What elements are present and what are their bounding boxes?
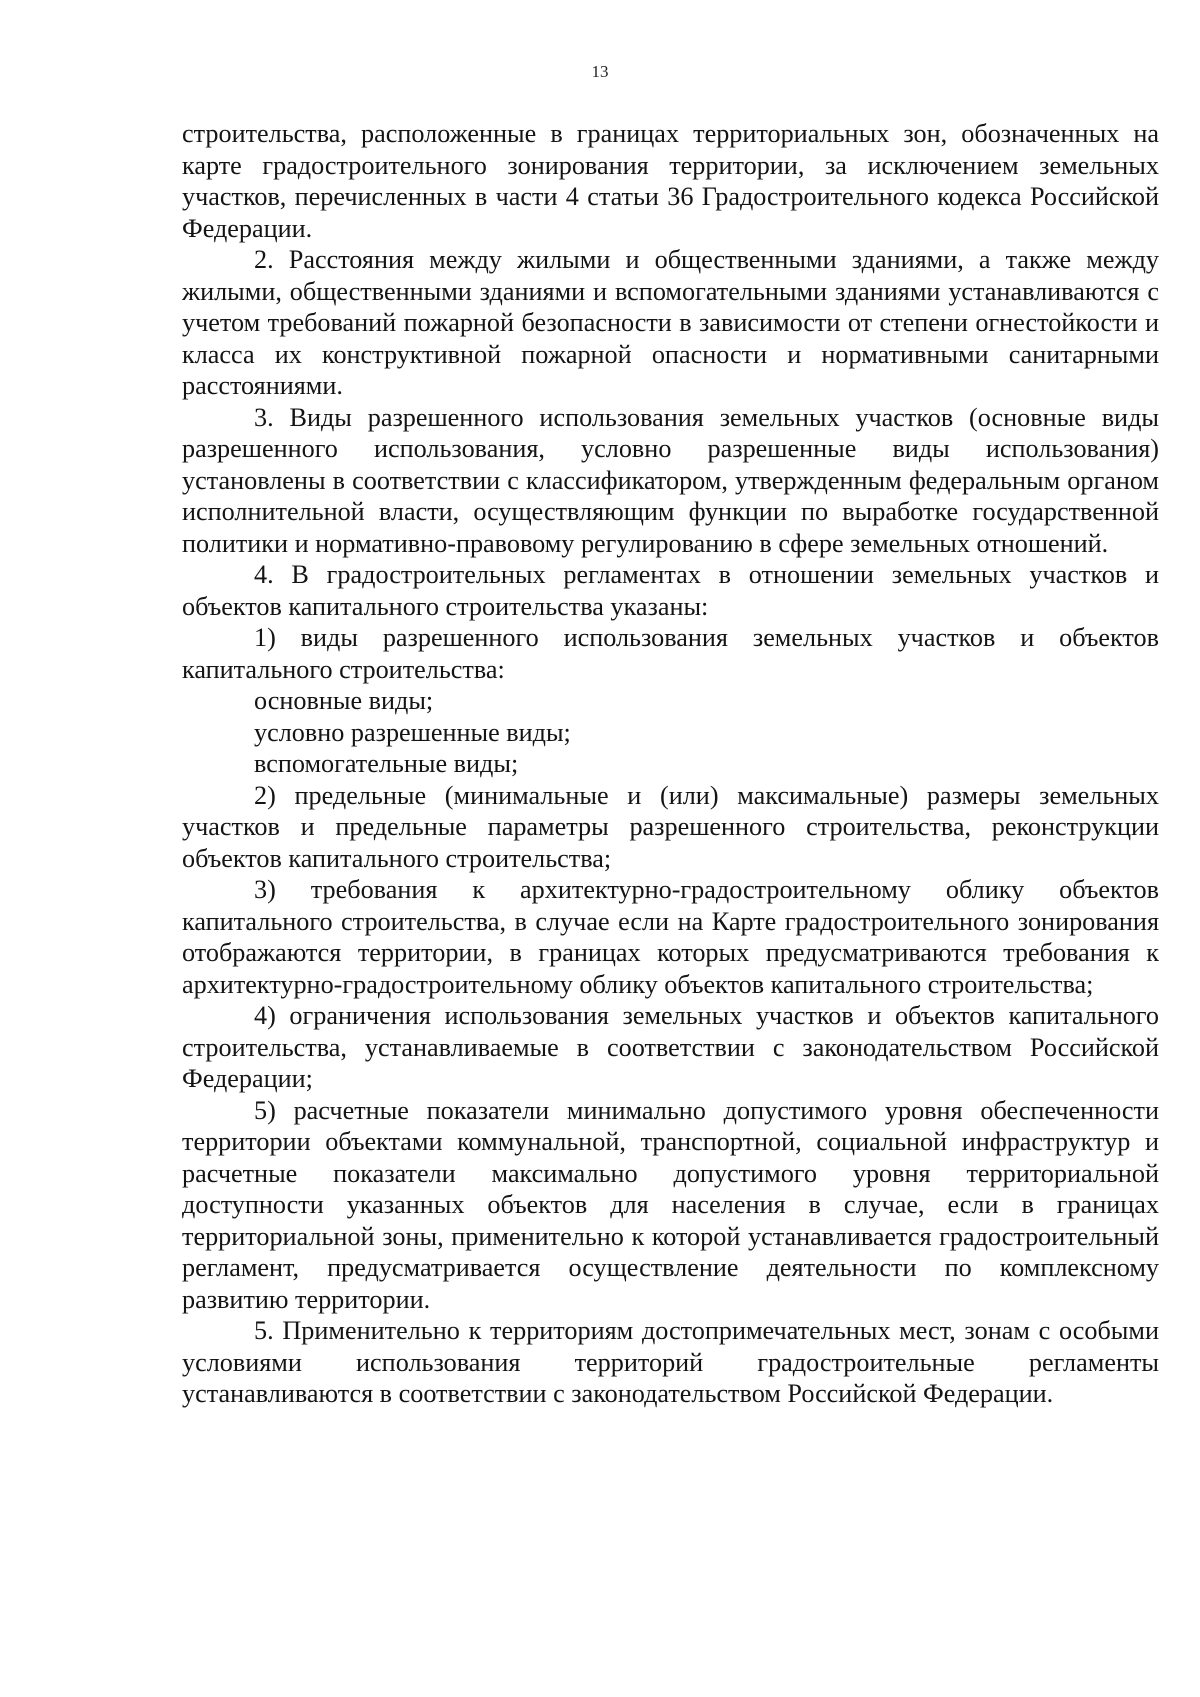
list-item-main-types: основные виды; bbox=[254, 686, 434, 715]
paragraph-item-5: 5. Применительно к территориям достопримечательных мест, зонам с особыми условиями использования территорий градостроительные регламенты устанавливаются в соответствии с законодательством Российской Федерации. bbox=[182, 1316, 1159, 1408]
paragraph-item-4-3: 3) требования к архитектурно-градостроительному облику объектов капитального строительства, в случае если на Карте градостроительного зонирования отображаются территории, в границах которых предусматриваются требования к архитектурно-градостроительному облику объектов капитального строительства; bbox=[182, 875, 1159, 999]
paragraph-item-4-4: 4) ограничения использования земельных участков и объектов капитального строительства, устанавливаемые в соответствии с законодательством Российской Федерации; bbox=[182, 1001, 1159, 1093]
page-number: 13 bbox=[591, 62, 609, 81]
paragraph-item-4: 4. В градостроительных регламентах в отношении земельных участков и объектов капитального строительства указаны: bbox=[182, 560, 1159, 621]
paragraph-item-4-5: 5) расчетные показатели минимально допустимого уровня обеспеченности территории объектами коммунальной, транспортной, социальной инфраструктур и расчетные показатели максимально допустимого уровня территориальной доступности указанных объектов для населения в случае, если в границах территориальной зоны, применительно к которой устанавливается градостроительный регламент, предусматривается осуществление деятельности по комплексному развитию территории. bbox=[182, 1095, 1159, 1314]
list-item-conditional-types: условно разрешенные виды; bbox=[254, 717, 571, 747]
document-body bbox=[182, 118, 1159, 1410]
paragraph-item-2: 2. Расстояния между жилыми и общественными зданиями, а также между жилыми, общественными зданиями и вспомогательными зданиями устанавливаются с учетом требований пожарной безопасности в зависимости от степени огнестойкости и класса их конструктивной пожарной опасности и нормативными санитарными расстояниями. bbox=[182, 245, 1159, 400]
paragraph-continuation: строительства, расположенные в границах территориальных зон, обозначенных на карте градостроительного зонирования территории, за исключением земельных участков, перечисленных в части 4 статьи 36 Градостроительного кодекса Российской Федерации. bbox=[182, 119, 1159, 243]
paragraph-item-3: 3. Виды разрешенного использования земельных участков (основные виды разрешенного использования, условно разрешенные виды использования) установлены в соответствии с классификатором, утвержденным федеральным органом исполнительной власти, осуществляющим функции по выработке государственной политики и нормативно-правовому регулированию в сфере земельных отношений. bbox=[182, 402, 1159, 558]
paragraph-item-4-1: 1) виды разрешенного использования земельных участков и объектов капитального строительства: bbox=[182, 623, 1159, 684]
paragraph-item-4-2: 2) предельные (минимальные и (или) максимальные) размеры земельных участков и предельные параметры разрешенного строительства, реконструкции объектов капитального строительства; bbox=[182, 780, 1159, 873]
list-item-auxiliary-types: вспомогательные виды; bbox=[254, 749, 519, 778]
